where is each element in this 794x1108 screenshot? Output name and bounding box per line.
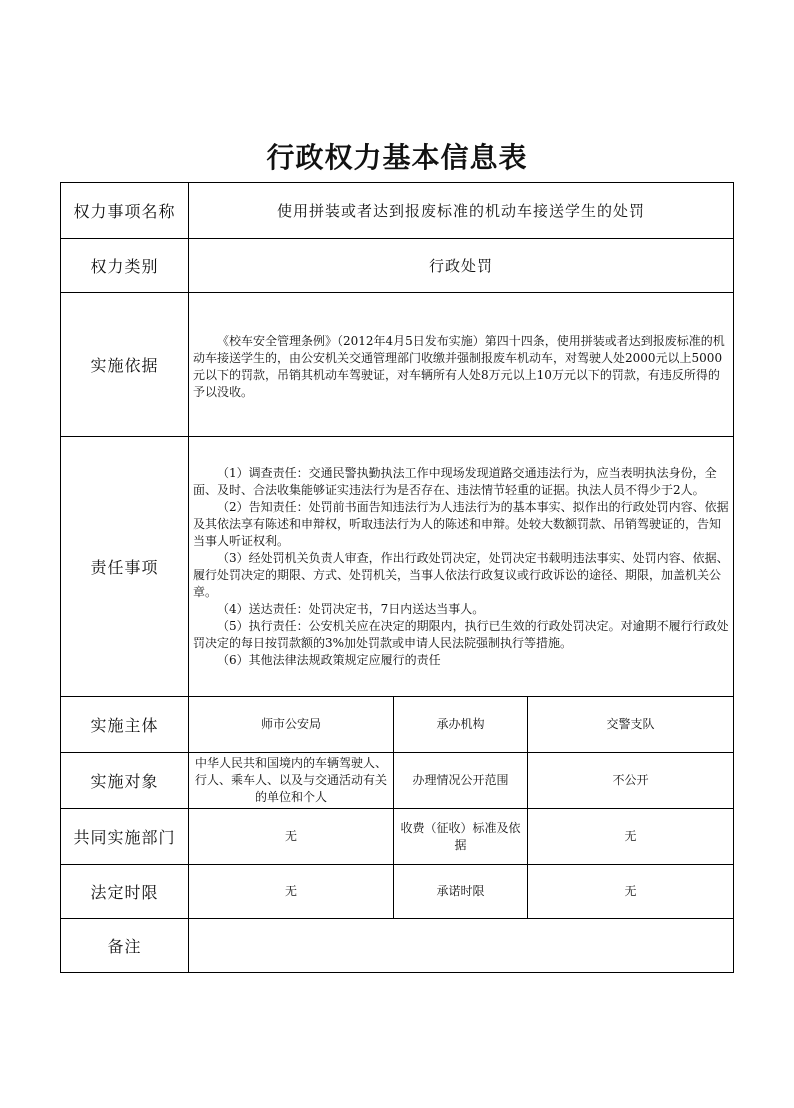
promise-value: 无 bbox=[528, 865, 734, 919]
responsibility-item: （4）送达责任：处罚决定书，7日内送达当事人。 bbox=[217, 601, 485, 616]
target-label: 实施对象 bbox=[61, 753, 189, 809]
row-responsibility bbox=[61, 437, 734, 697]
item-name-label: 权力事项名称 bbox=[61, 183, 189, 239]
disclosure-label: 办理情况公开范围 bbox=[394, 753, 528, 809]
deadline-label: 法定时限 bbox=[61, 865, 189, 919]
item-name-value: 使用拼装或者达到报废标准的机动车接送学生的处罚 bbox=[189, 183, 734, 239]
agency-value: 交警支队 bbox=[528, 697, 734, 753]
page-title: 行政权力基本信息表 bbox=[266, 141, 528, 174]
basis-text-cell bbox=[189, 293, 734, 437]
responsibility-item: （5）执行责任：公安机关应在决定的期限内，执行已生效的行政处罚决定。对逾期不履行行政处罚决定的每日按罚款额的3%加处罚款或申请人民法院强制执行等措施。 bbox=[193, 618, 729, 650]
agency-label: 承办机构 bbox=[394, 697, 528, 753]
joint-value: 无 bbox=[189, 809, 394, 865]
remark-label: 备注 bbox=[61, 919, 189, 973]
promise-label: 承诺时限 bbox=[394, 865, 528, 919]
joint-label: 共同实施部门 bbox=[61, 809, 189, 865]
row-item-name bbox=[61, 183, 734, 239]
subject-value: 师市公安局 bbox=[189, 697, 394, 753]
basis-label: 实施依据 bbox=[61, 293, 189, 437]
row-deadline bbox=[61, 865, 734, 919]
category-value: 行政处罚 bbox=[189, 239, 734, 293]
row-remark bbox=[61, 919, 734, 973]
row-category bbox=[61, 239, 734, 293]
subject-label: 实施主体 bbox=[61, 697, 189, 753]
remark-value bbox=[189, 919, 734, 973]
responsibility-item: （2）告知责任：处罚前书面告知违法行为人违法行为的基本事实、拟作出的行政处罚内容、依据及其依法享有陈述和申辩权，听取违法行为人的陈述和申辩。处较大数额罚款、吊销驾驶证的，告知当事人听证权利。 bbox=[193, 499, 729, 548]
target-value: 中华人民共和国境内的车辆驾驶人、行人、乘车人、以及与交通活动有关的单位和个人 bbox=[189, 753, 394, 809]
info-table bbox=[60, 182, 734, 973]
row-basis bbox=[61, 293, 734, 437]
disclosure-value: 不公开 bbox=[528, 753, 734, 809]
row-subject bbox=[61, 697, 734, 753]
category-label: 权力类别 bbox=[61, 239, 189, 293]
fee-value: 无 bbox=[528, 809, 734, 865]
row-joint bbox=[61, 809, 734, 865]
responsibility-item: （3）经处罚机关负责人审查，作出行政处罚决定，处罚决定书载明违法事实、处罚内容、依据、履行处罚决定的期限、方式、处罚机关，当事人依法行政复议或行政诉讼的途径、期限，加盖机关公章。 bbox=[193, 550, 729, 599]
row-target bbox=[61, 753, 734, 809]
responsibility-text-cell bbox=[189, 437, 734, 697]
basis-text: 《校车安全管理条例》（2012年4月5日发布实施）第四十四条，使用拼装或者达到报废标准的机动车接送学生的，由公安机关交通管理部门收缴并强制报废车机动车，对驾驶人处2000元以上5000元以下的罚款，吊销其机动车驾驶证，对车辆所有人处8万元以上10万元以下的罚款，有违反所得的予以没收。 bbox=[193, 334, 725, 399]
deadline-value: 无 bbox=[189, 865, 394, 919]
responsibility-item: （6）其他法律法规政策规定应履行的责任 bbox=[217, 652, 441, 667]
responsibility-item: （1）调查责任：交通民警执勤执法工作中现场发现道路交通违法行为，应当表明执法身份，全面、及时、合法收集能够证实违法行为是否存在、违法情节轻重的证据。执法人员不得少于2人。 bbox=[193, 465, 717, 497]
responsibility-label: 责任事项 bbox=[61, 437, 189, 697]
fee-label: 收费（征收）标准及依据 bbox=[394, 809, 528, 865]
